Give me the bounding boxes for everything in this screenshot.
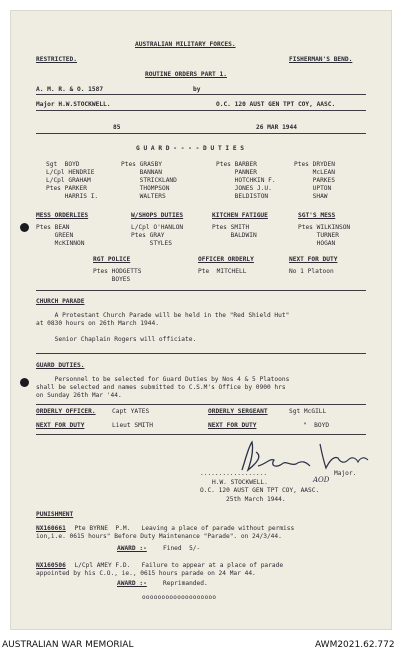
guard-entry: Ptes BARBER bbox=[216, 161, 257, 168]
next-duty-sergeant-label: NEXT FOR DUTY bbox=[208, 422, 257, 429]
restricted-label: RESTRICTED. bbox=[36, 56, 77, 63]
signatory-name: H.W. STOCKWELL. bbox=[212, 479, 268, 486]
guard-entry: McLEAN bbox=[294, 169, 335, 176]
punishment-2-text: appointed by his C.O., ie., 0615 hours parade on 24 Mar 44. bbox=[36, 570, 256, 577]
wshops-entry: Ptes GRAY bbox=[131, 232, 165, 239]
officer-orderly-heading: OFFICER ORDERLY bbox=[198, 256, 254, 263]
guard-entry: WALTERS bbox=[121, 193, 166, 200]
guard-entry: L/Cpl HENDRIE bbox=[46, 169, 95, 176]
kitchen-entry: Ptes SMITH bbox=[212, 224, 250, 231]
oc-unit: O.C. 120 AUST GEN TPT COY, AASC. bbox=[216, 101, 336, 108]
next-for-duty-value: No 1 Platoon bbox=[289, 268, 334, 275]
mess-entry: McKINNON bbox=[36, 240, 85, 247]
church-parade-heading: CHURCH PARADE bbox=[36, 298, 85, 305]
section-rule bbox=[36, 434, 366, 435]
mess-entry: Ptes BEAN bbox=[36, 224, 70, 231]
next-duty-sergeant-value: " BOYD bbox=[303, 422, 330, 429]
punishment-2-text: L/Cpl AMEY F.D. Failure to appear at a place of parade bbox=[67, 562, 284, 569]
rgt-police-heading: RGT POLICE bbox=[93, 256, 131, 263]
guard-entry: L/Cpl GRAHAM bbox=[46, 177, 91, 184]
major-name: Major H.W.STOCKWELL. bbox=[36, 101, 111, 108]
next-duty-officer-value: Lieut SMITH bbox=[112, 422, 153, 429]
amr-reference: A. M. R. & O. 1587 bbox=[36, 86, 104, 93]
guard-entry: STRICKLAND bbox=[121, 177, 177, 184]
wshops-entry: L/Cpl O'HANLON bbox=[131, 224, 184, 231]
guard-entry: THOMPSON bbox=[121, 185, 170, 192]
punishment-1-number: NX160661 bbox=[36, 525, 66, 532]
guard-entry: Ptes GRASBY bbox=[121, 161, 162, 168]
sgts-mess-entry: Ptes WILKINSON bbox=[298, 224, 351, 231]
orderly-sergeant-value: Sgt McGILL bbox=[289, 408, 327, 415]
kitchen-fatigue-heading: KITCHEN FATIGUE bbox=[212, 212, 268, 219]
next-for-duty-heading: NEXT FOR DUTY bbox=[289, 256, 338, 263]
guard-entry: SHAW bbox=[294, 193, 328, 200]
sgts-mess-heading: SGT'S MESS bbox=[298, 212, 336, 219]
punishment-1-text: Pte BYRNE P.M. Leaving a place of parade without permiss bbox=[67, 525, 295, 532]
guard-entry: Ptes DRYDEN bbox=[294, 161, 335, 168]
guard-entry: PARKES bbox=[294, 177, 335, 184]
header-rule-3 bbox=[36, 133, 366, 134]
guard-entry: JONES J.U. bbox=[216, 185, 272, 192]
binder-hole bbox=[20, 378, 29, 387]
archive-credit: AUSTRALIAN WAR MEMORIAL bbox=[2, 640, 134, 650]
wshops-entry: STYLES bbox=[131, 240, 172, 247]
section-rule bbox=[36, 404, 366, 405]
orderly-officer-value: Capt YATES bbox=[112, 408, 150, 415]
signature-dots: .................. bbox=[200, 470, 268, 477]
header-rule-2 bbox=[36, 110, 366, 111]
sgts-mess-entry: HOGAN bbox=[298, 240, 336, 247]
orderly-officer-label: ORDERLY OFFICER. bbox=[36, 408, 96, 415]
guard-notice-heading: GUARD DUTIES. bbox=[36, 362, 85, 369]
punishment-1-award-label: AWARD :- bbox=[117, 545, 147, 552]
mess-entry: GREEN bbox=[36, 232, 74, 239]
officer-orderly-value: Pte MITCHELL bbox=[198, 268, 247, 275]
punishment-2-award-label: AWARD :- bbox=[117, 580, 147, 587]
document-title: AUSTRALIAN MILITARY FORCES. bbox=[135, 41, 236, 48]
next-duty-officer-label: NEXT FOR DUTY bbox=[36, 422, 85, 429]
place-label: FISHERMAN'S BEND. bbox=[289, 56, 353, 63]
order-number: 85 bbox=[113, 124, 121, 131]
church-text: A Protestant Church Parade will be held in the "Red Shield Hut" bbox=[36, 312, 290, 319]
church-text: at 0830 hours on 26th March 1944. bbox=[36, 320, 159, 327]
sgts-mess-entry: TURNER bbox=[298, 232, 339, 239]
orderly-sergeant-label: ORDERLY SERGEANT bbox=[208, 408, 268, 415]
end-of-orders-mark: ooooooooooooooooooo bbox=[142, 594, 217, 601]
punishment-1-award-value: Fined 5/- bbox=[163, 545, 201, 552]
mess-orderlies-heading: MESS ORDERLIES bbox=[36, 212, 89, 219]
police-entry: BOYES bbox=[93, 276, 131, 283]
order-date: 26 MAR 1944 bbox=[256, 124, 297, 131]
church-text: Senior Chaplain Rogers will officiate. bbox=[36, 336, 197, 343]
by-label: by bbox=[193, 86, 201, 93]
guard-entry: BELDISTON bbox=[216, 193, 269, 200]
guard-entry: BANNAN bbox=[121, 169, 162, 176]
section-rule bbox=[36, 353, 366, 354]
punishment-heading: PUNISHMENT bbox=[36, 511, 74, 518]
guard-entry: HOTCHKIN F. bbox=[216, 177, 276, 184]
orders-title: ROUTINE ORDERS PART 1. bbox=[145, 71, 227, 78]
binder-hole bbox=[20, 223, 29, 232]
guard-notice-text: shall be selected and names submitted to C.S.M's Office by 0900 hrs bbox=[36, 384, 286, 391]
guard-duties-heading: G U A R D - - - - D U T I E S bbox=[136, 145, 245, 152]
guard-entry: Sgt BOYD bbox=[46, 161, 80, 168]
guard-entry: Ptes PARKER bbox=[46, 185, 87, 192]
archive-accession-number: AWM2021.62.772 bbox=[315, 640, 395, 650]
punishment-1-text: ion,i.e. 0615 hours" Before Duty Maintenance "Parade". on 24/3/44. bbox=[36, 533, 282, 540]
guard-entry: UPTON bbox=[294, 185, 332, 192]
guard-notice-text: Personnel to be selected for Guard Duties by Nos 4 & 5 Platoons bbox=[36, 376, 290, 383]
guard-entry: PANNER bbox=[216, 169, 257, 176]
wshops-duties-heading: W/SHOPS DUTIES bbox=[131, 212, 184, 219]
signature-initials: AOD bbox=[313, 476, 330, 484]
section-rule bbox=[36, 290, 366, 291]
kitchen-entry: BALDWIN bbox=[212, 232, 257, 239]
guard-notice-text: on Sunday 26th Mar '44. bbox=[36, 392, 122, 399]
header-rule-1 bbox=[36, 94, 366, 95]
signature-unit: O.C. 120 AUST GEN TPT COY, AASC. bbox=[200, 487, 320, 494]
signature-date: 25th March 1944. bbox=[226, 496, 286, 503]
punishment-2-number: NX160506 bbox=[36, 562, 66, 569]
punishment-2-award-value: Reprimanded. bbox=[163, 580, 208, 587]
guard-entry: HARRIS I. bbox=[46, 193, 99, 200]
signature-rank: Major. bbox=[334, 470, 357, 477]
police-entry: Ptes HODGETTS bbox=[93, 268, 142, 275]
